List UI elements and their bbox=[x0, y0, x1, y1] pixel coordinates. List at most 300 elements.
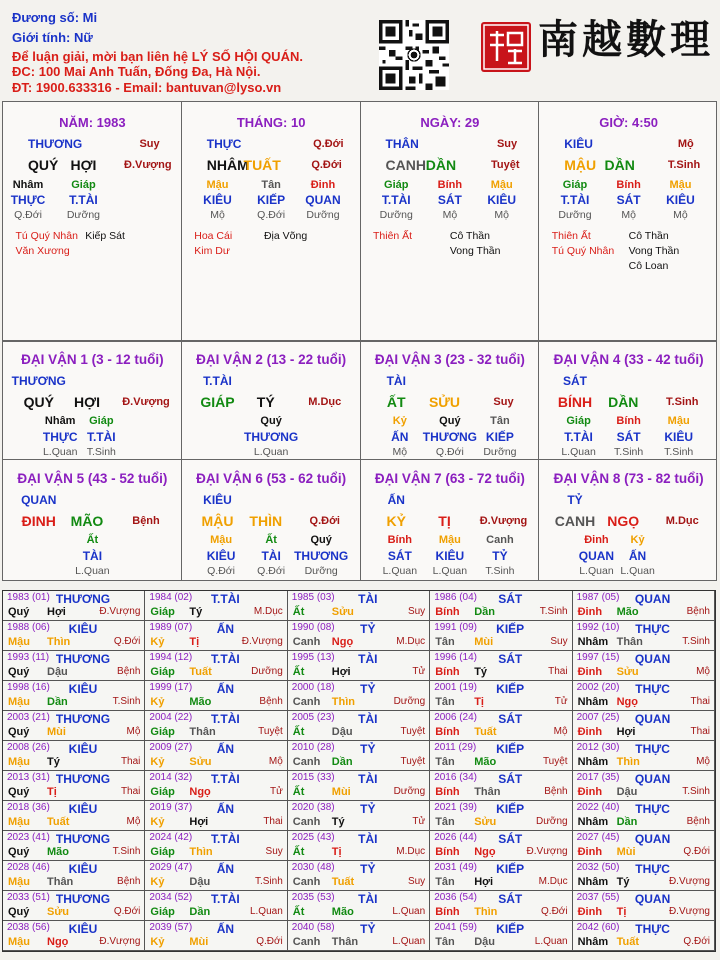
annual-year-age: 1994 (12) bbox=[149, 652, 193, 663]
hidden-growth-phase: Dưỡng bbox=[304, 565, 338, 577]
annual-year-age: 2012 (30) bbox=[576, 742, 620, 753]
annual-ten-god: QUAN bbox=[634, 652, 671, 666]
hidden-stem: Quý bbox=[260, 415, 282, 427]
annual-growth-phase: Tử bbox=[554, 696, 568, 707]
pillar-title: NGÀY: 29 bbox=[420, 115, 480, 130]
annual-stem: Tân bbox=[435, 696, 455, 708]
annual-ten-god: T.TÀI bbox=[211, 652, 240, 666]
major-luck-cell bbox=[3, 461, 182, 579]
annual-branch: Thìn bbox=[189, 846, 213, 858]
major-luck-ten-god: QUAN bbox=[21, 493, 57, 507]
annual-luck-cell bbox=[3, 801, 145, 831]
annual-growth-phase: Bệnh bbox=[117, 876, 141, 887]
annual-branch: Thân bbox=[189, 726, 216, 738]
annual-growth-phase: Suy bbox=[265, 846, 283, 857]
annual-year-age: 2021 (39) bbox=[434, 802, 477, 813]
annual-branch: Mùi bbox=[331, 786, 351, 798]
annual-stem: Quý bbox=[8, 786, 30, 798]
hidden-ten-god: THỰC bbox=[10, 193, 46, 207]
annual-branch: Dần bbox=[47, 696, 68, 708]
pillar-branch-status: Q.Đới bbox=[311, 159, 342, 171]
annual-year-age: 2013 (31) bbox=[7, 772, 50, 783]
annual-stem: Giáp bbox=[150, 906, 175, 918]
annual-ten-god: KIÊU bbox=[68, 742, 98, 756]
annual-luck-cell bbox=[145, 621, 287, 651]
annual-year-age: 2016 (34) bbox=[434, 772, 477, 783]
annual-year-age: 2017 (35) bbox=[576, 772, 620, 783]
annual-stem: Kỷ bbox=[150, 876, 165, 888]
annual-ten-god: THỰC bbox=[635, 742, 670, 756]
annual-luck-cell bbox=[430, 621, 572, 651]
pillar-branch-status: Đ.Vượng bbox=[124, 159, 172, 171]
hidden-growth-phase: L.Quan bbox=[75, 565, 110, 577]
annual-stem: Kỷ bbox=[150, 696, 165, 708]
hidden-stem: Kỷ bbox=[630, 534, 645, 546]
annual-stem: Kỷ bbox=[150, 756, 165, 768]
hidden-growth-phase: Q.Đới bbox=[257, 565, 286, 577]
annual-stem: Đinh bbox=[577, 786, 603, 798]
hidden-stem: Ất bbox=[86, 534, 99, 546]
pillar-column bbox=[3, 102, 182, 340]
hidden-stem: Giáp bbox=[71, 179, 96, 191]
annual-luck-cell bbox=[3, 651, 145, 681]
annual-branch: Thân bbox=[474, 786, 501, 798]
major-luck-branch: THÌN bbox=[249, 513, 283, 529]
annual-stem: Mậu bbox=[8, 756, 30, 768]
annual-branch: Tị bbox=[474, 696, 484, 708]
annual-luck-cell bbox=[573, 831, 715, 861]
hidden-stem: Quý bbox=[310, 534, 332, 546]
major-luck-ten-god: ẤN bbox=[387, 493, 405, 507]
annual-ten-god: T.TÀI bbox=[211, 892, 240, 906]
annual-ten-god: TÀI bbox=[358, 772, 378, 786]
annual-growth-phase: T.Sinh bbox=[682, 786, 710, 797]
annual-branch: Dần bbox=[331, 756, 353, 768]
annual-ten-god: THƯƠNG bbox=[55, 832, 111, 846]
annual-year-age: 2015 (33) bbox=[291, 772, 335, 783]
annual-ten-god: SÁT bbox=[498, 652, 523, 666]
hidden-ten-god: TỶ bbox=[492, 549, 508, 563]
major-luck-title: ĐẠI VẬN 7 (63 - 72 tuổi) bbox=[374, 471, 525, 486]
hidden-stem: Nhâm bbox=[44, 415, 76, 427]
hidden-stem: Canh bbox=[486, 534, 514, 546]
annual-luck-cell bbox=[573, 861, 715, 891]
annual-stem: Nhâm bbox=[577, 936, 609, 948]
hidden-ten-god: QUAN bbox=[305, 193, 341, 207]
annual-stem: Mậu bbox=[8, 636, 30, 648]
annual-stem: Đinh bbox=[577, 606, 603, 618]
annual-ten-god: ẤN bbox=[216, 802, 235, 816]
pillar-stem-status: Suy bbox=[496, 138, 518, 150]
hidden-ten-god: SÁT bbox=[387, 549, 412, 563]
annual-growth-phase: L.Quan bbox=[392, 906, 426, 917]
annual-growth-phase: Tử bbox=[412, 816, 426, 827]
pillar-title: THÁNG: 10 bbox=[236, 115, 306, 130]
pillar-column bbox=[361, 102, 540, 340]
annual-luck-cell bbox=[145, 651, 287, 681]
annual-luck-cell bbox=[145, 801, 287, 831]
annual-year-age: 2036 (54) bbox=[434, 892, 477, 903]
major-luck-status: T.Sinh bbox=[666, 396, 699, 408]
annual-branch: Tý bbox=[189, 606, 203, 618]
annual-luck-cell bbox=[430, 831, 572, 861]
annual-branch: Thìn bbox=[474, 906, 498, 918]
annual-year-age: 1985 (03) bbox=[291, 592, 335, 603]
hidden-ten-god: QUAN bbox=[578, 549, 615, 563]
annual-year-age: 2033 (51) bbox=[7, 892, 50, 903]
annual-year-age: 1995 (13) bbox=[291, 652, 335, 663]
pillar-heavenly-stem: MẬU bbox=[564, 157, 597, 173]
hidden-stem: Tân bbox=[490, 415, 510, 427]
major-luck-status: M.Dục bbox=[665, 515, 699, 527]
hidden-ten-god: SÁT bbox=[437, 193, 462, 207]
major-luck-status: Q.Đới bbox=[309, 515, 340, 527]
annual-growth-phase: Suy bbox=[550, 636, 568, 647]
annual-stem: Kỷ bbox=[150, 936, 165, 948]
annual-branch: Sửu bbox=[331, 606, 354, 618]
annual-stem: Kỷ bbox=[150, 636, 165, 648]
annual-year-age: 1999 (17) bbox=[149, 682, 193, 693]
annual-ten-god: SÁT bbox=[498, 772, 523, 786]
annual-growth-phase: T.Sinh bbox=[112, 846, 141, 857]
major-luck-status: Đ.Vượng bbox=[122, 396, 170, 408]
major-luck-stem: MẬU bbox=[201, 513, 234, 529]
annual-branch: Mùi bbox=[616, 846, 636, 858]
pillar-column bbox=[539, 102, 718, 340]
annual-stem: Bính bbox=[435, 606, 460, 618]
annual-growth-phase: Thai bbox=[548, 666, 568, 677]
annual-luck-cell bbox=[573, 741, 715, 771]
major-luck-cell bbox=[361, 342, 540, 460]
annual-growth-phase: Dưỡng bbox=[535, 816, 568, 827]
major-luck-cell bbox=[539, 461, 718, 579]
annual-ten-god: ẤN bbox=[216, 622, 235, 636]
seal-stamp-icon bbox=[480, 21, 532, 73]
annual-year-age: 2023 (41) bbox=[7, 832, 50, 843]
annual-ten-god: KIẾP bbox=[496, 862, 525, 876]
annual-growth-phase: Suy bbox=[407, 606, 426, 617]
major-luck-panel bbox=[2, 341, 717, 581]
annual-branch: Tý bbox=[47, 756, 60, 768]
major-luck-ten-god: TỶ bbox=[567, 493, 583, 507]
hidden-ten-god: THỰC bbox=[42, 430, 78, 444]
annual-luck-cell bbox=[430, 711, 572, 741]
major-luck-title: ĐẠI VẬN 1 (3 - 12 tuổi) bbox=[21, 352, 164, 367]
annual-stem: Ất bbox=[292, 726, 305, 738]
annual-stem: Nhâm bbox=[577, 756, 609, 768]
annual-branch: Ngọ bbox=[331, 636, 354, 648]
annual-stem: Canh bbox=[292, 636, 321, 648]
hidden-stem: Mậu bbox=[438, 534, 461, 546]
annual-year-age: 2035 (53) bbox=[291, 892, 335, 903]
hidden-stem: Bính bbox=[387, 534, 413, 546]
annual-ten-god: QUAN bbox=[634, 832, 671, 846]
hidden-ten-god: KIÊU bbox=[666, 193, 695, 207]
annual-ten-god: QUAN bbox=[634, 772, 671, 786]
annual-year-age: 2000 (18) bbox=[291, 682, 335, 693]
annual-year-age: 2028 (46) bbox=[7, 862, 50, 873]
annual-ten-god: THỰC bbox=[635, 802, 670, 816]
annual-ten-god: THƯƠNG bbox=[55, 772, 111, 786]
hidden-growth-phase: Dưỡng bbox=[66, 209, 101, 221]
major-luck-ten-god: KIÊU bbox=[203, 493, 232, 507]
hidden-stem: Đinh bbox=[584, 534, 609, 546]
annual-stem: Ất bbox=[292, 666, 305, 678]
annual-ten-god: SÁT bbox=[498, 832, 523, 846]
annual-branch: Thân bbox=[47, 876, 74, 888]
annual-luck-cell bbox=[288, 861, 430, 891]
annual-branch: Dậu bbox=[189, 876, 211, 888]
hidden-ten-god: T.TÀI bbox=[560, 193, 590, 207]
annual-year-age: 2042 (60) bbox=[576, 922, 620, 933]
annual-year-age: 2014 (32) bbox=[149, 772, 193, 783]
annual-growth-phase: T.Sinh bbox=[539, 606, 568, 617]
annual-branch: Sửu bbox=[189, 756, 212, 768]
annual-year-age: 1993 (11) bbox=[7, 652, 50, 663]
hidden-stem: Nhâm bbox=[12, 179, 44, 191]
annual-branch: Tuất bbox=[189, 666, 212, 678]
hidden-stem: Giáp bbox=[89, 415, 114, 427]
annual-ten-god: KIÊU bbox=[68, 802, 98, 816]
pillar-ten-god: THƯƠNG bbox=[28, 137, 83, 151]
annual-growth-phase: L.Quan bbox=[534, 936, 568, 947]
annual-growth-phase: Tuyệt bbox=[258, 726, 283, 737]
annual-branch: Hợi bbox=[474, 876, 494, 888]
annual-ten-god: T.TÀI bbox=[211, 592, 240, 606]
hidden-growth-phase: T.Sinh bbox=[86, 446, 116, 458]
annual-luck-cell bbox=[430, 741, 572, 771]
auspicious-star: Kiếp Sát bbox=[85, 230, 125, 242]
major-luck-cell bbox=[539, 342, 718, 460]
annual-year-age: 2034 (52) bbox=[149, 892, 193, 903]
annual-stem: Quý bbox=[8, 906, 30, 918]
annual-stem: Ất bbox=[292, 906, 305, 918]
annual-branch: Mùi bbox=[189, 936, 209, 948]
hidden-ten-god: KIẾP bbox=[257, 193, 286, 207]
annual-luck-cell bbox=[430, 591, 572, 621]
annual-luck-cell bbox=[430, 681, 572, 711]
annual-branch: Mão bbox=[47, 846, 69, 858]
annual-year-age: 2020 (38) bbox=[291, 802, 335, 813]
annual-luck-cell bbox=[573, 591, 715, 621]
hidden-ten-god: KIẾP bbox=[485, 430, 514, 444]
annual-growth-phase: M.Dục bbox=[538, 876, 568, 887]
annual-stem: Ất bbox=[292, 846, 305, 858]
major-luck-branch: NGỌ bbox=[607, 513, 640, 529]
annual-year-age: 2008 (26) bbox=[7, 742, 50, 753]
annual-luck-cell bbox=[288, 591, 430, 621]
major-luck-title: ĐẠI VẬN 4 (33 - 42 tuổi) bbox=[553, 352, 704, 367]
hidden-stem: Mậu bbox=[490, 179, 513, 191]
pillar-column bbox=[182, 102, 361, 340]
major-luck-ten-god: T.TÀI bbox=[203, 374, 232, 388]
hidden-stem: Mậu bbox=[210, 534, 233, 546]
annual-year-age: 2038 (56) bbox=[7, 922, 50, 933]
annual-ten-god: THỰC bbox=[635, 862, 670, 876]
annual-ten-god: KIÊU bbox=[68, 622, 98, 636]
annual-luck-cell bbox=[3, 771, 145, 801]
annual-luck-cell bbox=[288, 771, 430, 801]
annual-stem: Bính bbox=[435, 786, 460, 798]
annual-growth-phase: Q.Đới bbox=[541, 906, 568, 917]
annual-luck-cell bbox=[288, 681, 430, 711]
subject-gender: Giới tính: Nữ bbox=[12, 30, 93, 45]
annual-year-age: 2001 (19) bbox=[434, 682, 477, 693]
annual-branch: Dậu bbox=[474, 936, 495, 948]
annual-branch: Mùi bbox=[474, 636, 494, 648]
annual-luck-cell bbox=[288, 651, 430, 681]
major-luck-branch: TỊ bbox=[438, 513, 451, 529]
hidden-ten-god: KIÊU bbox=[206, 549, 236, 563]
annual-year-age: 2007 (25) bbox=[576, 712, 620, 723]
major-luck-status: Đ.Vượng bbox=[479, 515, 528, 527]
annual-stem: Giáp bbox=[150, 666, 175, 678]
hidden-ten-god: TÀI bbox=[261, 549, 281, 563]
annual-year-age: 2010 (28) bbox=[291, 742, 335, 753]
pillar-branch-status: T.Sinh bbox=[667, 159, 701, 171]
annual-year-age: 2011 (29) bbox=[434, 742, 477, 753]
major-luck-branch: MÃO bbox=[70, 513, 104, 529]
annual-luck-cell bbox=[573, 771, 715, 801]
major-luck-branch: TÝ bbox=[256, 394, 275, 410]
hidden-growth-phase: L.Quan bbox=[253, 446, 289, 458]
hidden-ten-god: THƯƠNG bbox=[422, 430, 477, 444]
annual-stem: Đinh bbox=[577, 846, 603, 858]
annual-year-age: 1988 (06) bbox=[7, 622, 50, 633]
hidden-growth-phase: T.Sinh bbox=[485, 565, 515, 577]
annual-ten-god: KIẾP bbox=[496, 802, 525, 816]
major-luck-stem: QUÝ bbox=[23, 394, 54, 410]
hidden-growth-phase: Dưỡng bbox=[483, 446, 517, 458]
annual-luck-cell bbox=[430, 891, 572, 921]
annual-ten-god: TÀI bbox=[358, 832, 378, 846]
annual-year-age: 2022 (40) bbox=[576, 802, 620, 813]
auspicious-star: Vong Thần bbox=[449, 245, 501, 257]
annual-growth-phase: Tử bbox=[269, 786, 283, 797]
pillar-title: GIỜ: 4:50 bbox=[599, 115, 659, 130]
pillar-earthly-branch: TUẤT bbox=[243, 157, 281, 173]
hidden-stem: Bính bbox=[616, 179, 641, 191]
annual-branch: Thìn bbox=[47, 636, 71, 648]
hidden-stem: Kỷ bbox=[392, 415, 407, 427]
annual-year-age: 2037 (55) bbox=[576, 892, 620, 903]
annual-year-age: 2041 (59) bbox=[434, 922, 477, 933]
annual-growth-phase: Bệnh bbox=[686, 606, 710, 617]
annual-luck-cell bbox=[3, 921, 145, 951]
annual-luck-cell bbox=[145, 711, 287, 741]
auspicious-star: Tú Quý Nhân bbox=[551, 245, 615, 257]
annual-ten-god: T.TÀI bbox=[211, 712, 240, 726]
annual-luck-cell bbox=[145, 591, 287, 621]
pillar-title: NĂM: 1983 bbox=[59, 115, 126, 130]
annual-growth-phase: Đ.Vượng bbox=[99, 936, 141, 947]
hidden-stem: Mậu bbox=[206, 179, 229, 191]
major-luck-branch: DẦN bbox=[608, 394, 639, 410]
annual-luck-cell bbox=[430, 651, 572, 681]
annual-branch: Tị bbox=[189, 636, 200, 648]
contact-address: ĐC: 100 Mai Anh Tuấn, Đống Đa, Hà Nội. bbox=[12, 64, 261, 79]
annual-branch: Ngọ bbox=[474, 846, 496, 858]
annual-luck-cell bbox=[288, 831, 430, 861]
annual-branch: Thân bbox=[331, 936, 359, 948]
pillar-stem-status: Suy bbox=[139, 138, 160, 150]
major-luck-status: Bệnh bbox=[132, 515, 160, 527]
annual-stem: Bính bbox=[435, 666, 460, 678]
hidden-growth-phase: Dưỡng bbox=[379, 209, 413, 221]
annual-stem: Tân bbox=[435, 636, 455, 648]
annual-branch: Mão bbox=[474, 756, 497, 768]
annual-stem: Mậu bbox=[8, 696, 30, 708]
major-luck-stem: ẤT bbox=[386, 394, 406, 410]
hidden-growth-phase: Mộ bbox=[392, 446, 408, 458]
annual-growth-phase: Q.Đới bbox=[683, 846, 710, 857]
annual-branch: Hợi bbox=[331, 666, 351, 678]
annual-growth-phase: Thai bbox=[120, 756, 141, 767]
annual-growth-phase: Bệnh bbox=[259, 696, 283, 707]
hidden-stem: Ất bbox=[265, 534, 277, 546]
annual-ten-god: T.TÀI bbox=[211, 772, 240, 786]
hidden-stem: Giáp bbox=[562, 179, 588, 191]
major-luck-title: ĐẠI VẬN 8 (73 - 82 tuổi) bbox=[553, 471, 704, 486]
annual-year-age: 2018 (36) bbox=[7, 802, 50, 813]
auspicious-star: Cô Thần bbox=[628, 230, 669, 242]
annual-luck-cell bbox=[573, 921, 715, 951]
annual-stem: Bính bbox=[435, 846, 460, 858]
annual-ten-god: KIẾP bbox=[496, 922, 525, 936]
hidden-growth-phase: T.Sinh bbox=[664, 446, 694, 458]
annual-luck-cell bbox=[573, 621, 715, 651]
annual-ten-god: QUAN bbox=[634, 892, 671, 906]
annual-stem: Tân bbox=[435, 816, 455, 828]
annual-luck-cell bbox=[145, 921, 287, 951]
auspicious-star: Cô Loan bbox=[628, 260, 669, 272]
annual-year-age: 1984 (02) bbox=[149, 592, 193, 603]
annual-growth-phase: Mộ bbox=[268, 756, 283, 767]
annual-luck-cell bbox=[573, 801, 715, 831]
annual-stem: Canh bbox=[292, 756, 321, 768]
annual-growth-phase: Q.Đới bbox=[683, 936, 710, 947]
annual-year-age: 2029 (47) bbox=[149, 862, 193, 873]
annual-branch: Thìn bbox=[331, 696, 356, 708]
annual-ten-god: THỰC bbox=[635, 682, 670, 696]
annual-ten-god: KIẾP bbox=[496, 682, 525, 696]
annual-luck-cell bbox=[145, 831, 287, 861]
annual-year-age: 2019 (37) bbox=[149, 802, 193, 813]
annual-luck-cell bbox=[288, 741, 430, 771]
hidden-growth-phase: Mộ bbox=[673, 209, 688, 221]
annual-growth-phase: Đ.Vượng bbox=[99, 606, 141, 617]
hidden-ten-god: KIÊU bbox=[487, 193, 517, 207]
hidden-growth-phase: L.Quan bbox=[561, 446, 596, 458]
annual-growth-phase: Bệnh bbox=[544, 786, 568, 797]
auspicious-star: Tú Quý Nhân bbox=[15, 230, 78, 242]
annual-luck-cell bbox=[3, 591, 145, 621]
annual-branch: Tý bbox=[474, 666, 488, 678]
annual-luck-cell bbox=[430, 921, 572, 951]
annual-ten-god: ẤN bbox=[216, 922, 235, 936]
annual-luck-cell bbox=[145, 891, 287, 921]
annual-stem: Nhâm bbox=[577, 636, 609, 648]
hidden-ten-god: KIÊU bbox=[435, 549, 465, 563]
hidden-ten-god: T.TÀI bbox=[69, 193, 98, 207]
annual-year-age: 1987 (05) bbox=[576, 592, 620, 603]
annual-stem: Quý bbox=[8, 606, 30, 618]
annual-growth-phase: Mộ bbox=[696, 666, 710, 677]
annual-growth-phase: Tuyệt bbox=[400, 726, 426, 737]
pillar-stem-status: Mộ bbox=[677, 138, 694, 150]
annual-year-age: 1991 (09) bbox=[434, 622, 477, 633]
annual-stem: Nhâm bbox=[577, 696, 609, 708]
